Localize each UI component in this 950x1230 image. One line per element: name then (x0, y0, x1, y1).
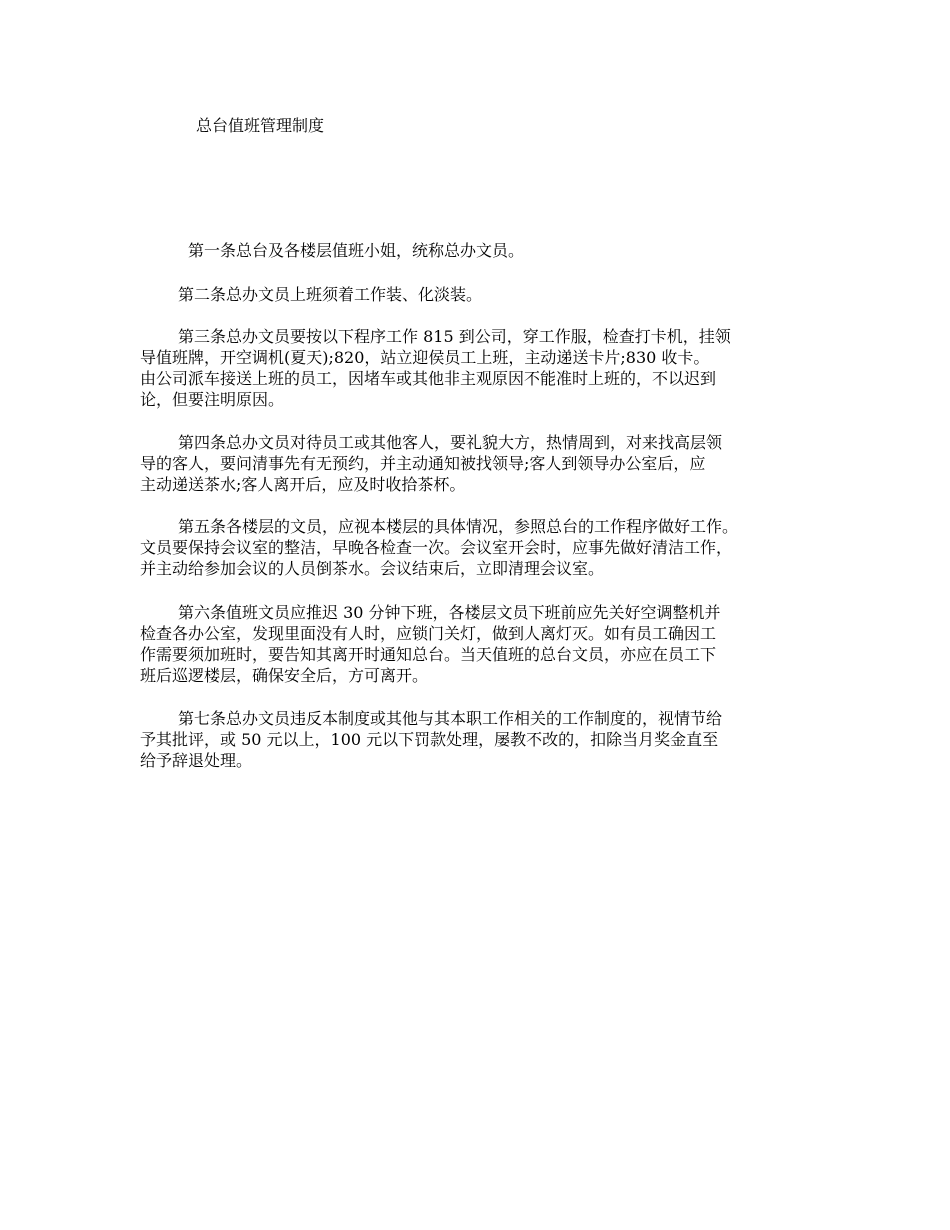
article-line: 第一条总台及各楼层值班小姐，统称总办文员。 (188, 241, 525, 260)
article-line: 论，但要注明原因。 (140, 390, 285, 409)
article-line: 检查各办公室，发现里面没有人时，应锁门关灯，做到人离灯灭。如有员工确因工 (140, 624, 717, 643)
article-line: 第二条总办文员上班须着工作装、化淡装。 (178, 285, 483, 304)
article-line: 第四条总办文员对待员工或其他客人，要礼貌大方，热情周到，对来找高层领 (178, 433, 723, 452)
article-line: 班后巡逻楼层，确保安全后，方可离开。 (140, 666, 429, 685)
article-line: 导值班牌，开空调机(夏天);820，站立迎侯员工上班，主动递送卡片;830 收卡。 (140, 348, 710, 367)
article-4 (140, 432, 815, 495)
article-line: 予其批评，或 50 元以上，100 元以下罚款处理，屡教不改的，扣除当月奖金直至 (140, 730, 719, 749)
article-3 (140, 326, 815, 410)
article-line: 给予辞退处理。 (140, 751, 253, 770)
article-line: 第五条各楼层的文员，应视本楼层的具体情况，参照总台的工作程序做好工作。 (178, 517, 739, 536)
article-line: 由公司派车接送上班的员工，因堵车或其他非主观原因不能准时上班的，不以迟到 (140, 369, 717, 388)
article-line: 第七条总办文员违反本制度或其他与其本职工作相关的工作制度的，视情节给 (178, 709, 723, 728)
article-line: 主动递送茶水;客人离开后，应及时收拾茶杯。 (140, 475, 466, 494)
article-7 (140, 708, 815, 771)
article-line: 第三条总办文员要按以下程序工作 815 到公司，穿工作服，检查打卡机，挂领 (178, 327, 731, 346)
article-line: 导的客人，要问清事先有无预约，并主动通知被找领导;客人到领导办公室后，应 (140, 454, 706, 473)
article-line: 并主动给参加会议的人员倒茶水。会议结束后，立即清理会议室。 (140, 559, 605, 578)
article-6 (140, 602, 815, 686)
document-title: 总台值班管理制度 (196, 116, 325, 135)
article-2 (140, 284, 815, 305)
article-line: 文员要保持会议室的整洁，早晚各检查一次。会议室开会时，应事先做好清洁工作， (140, 538, 733, 557)
article-1 (140, 240, 815, 261)
article-line: 作需要须加班时，要告知其离开时通知总台。当天值班的总台文员，亦应在员工下 (140, 645, 717, 664)
article-line: 第六条值班文员应推迟 30 分钟下班，各楼层文员下班前应先关好空调整机并 (178, 603, 721, 622)
article-5 (140, 516, 815, 579)
